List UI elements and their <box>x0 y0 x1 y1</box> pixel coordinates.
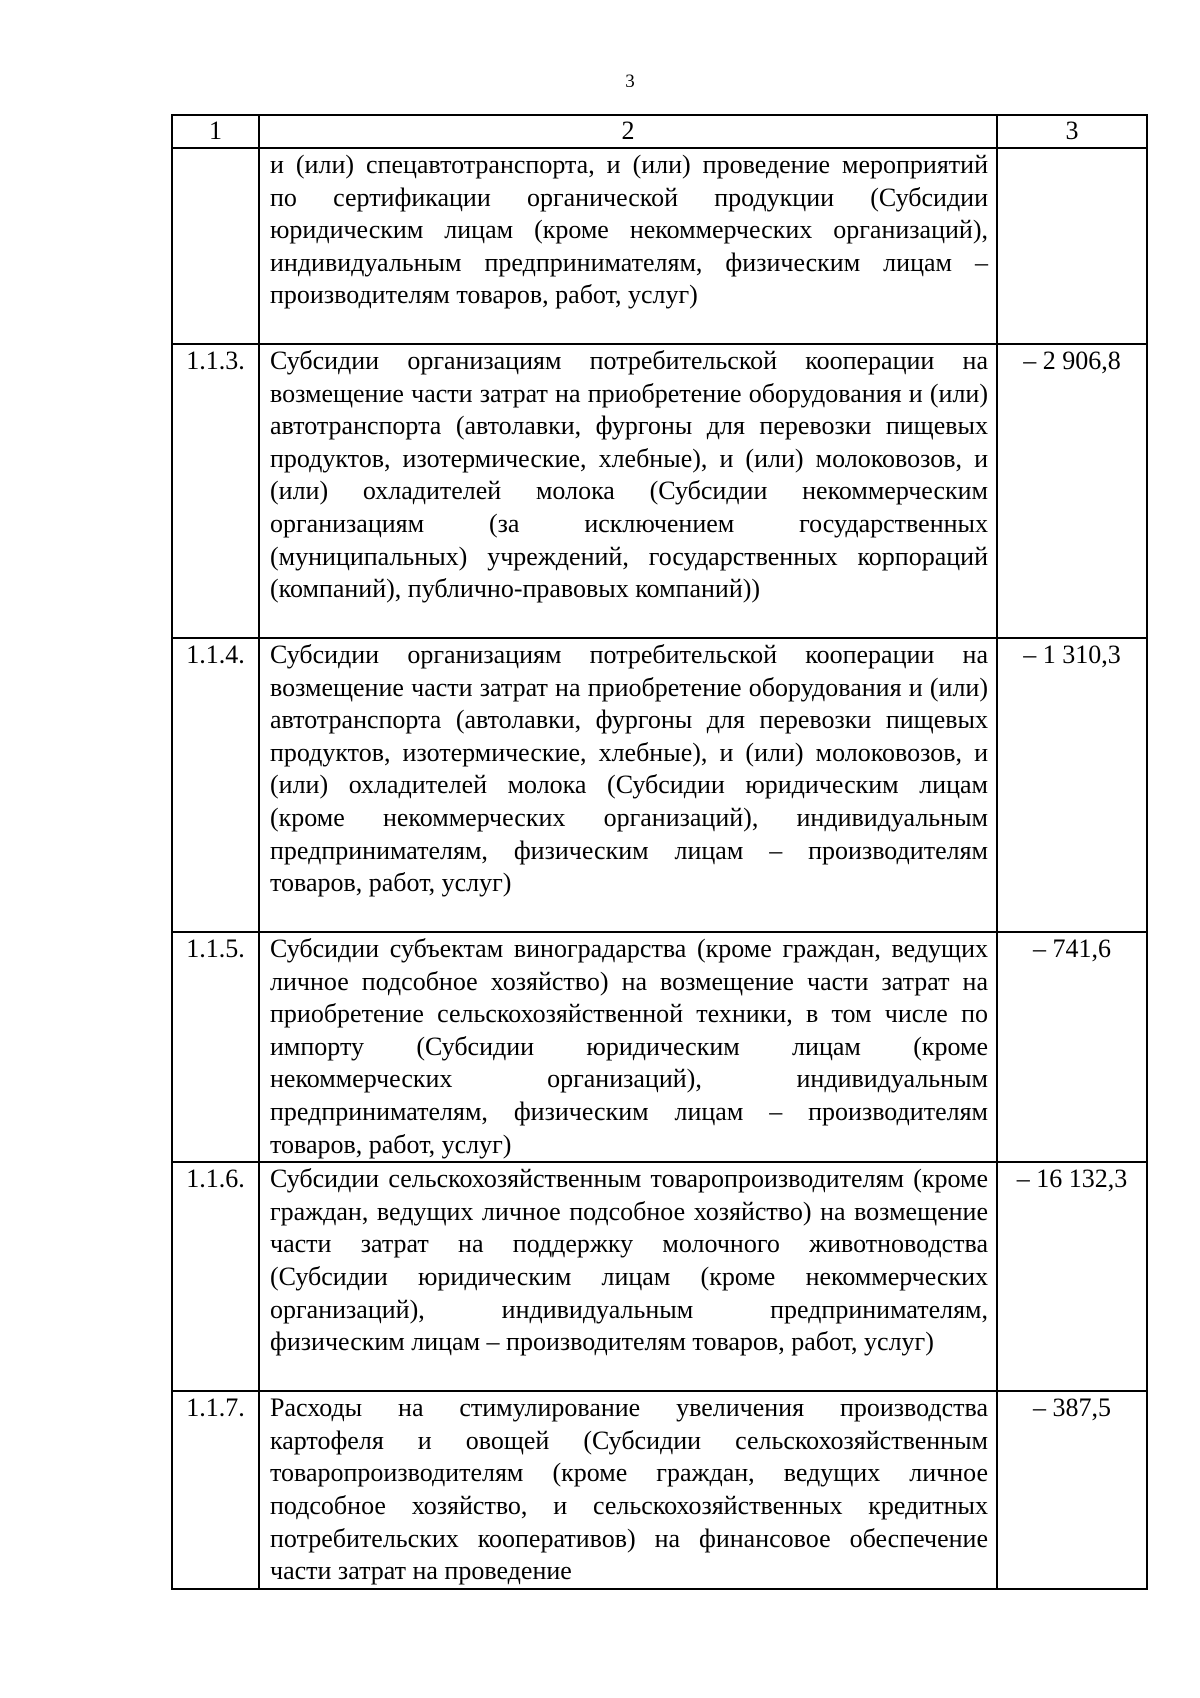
row-description: Субсидии субъектам виноградарства (кроме граждан, ведущих личное подсобное хозяйство) на возмещение части затрат на приобретение сельскохозяйственной техники, в том числе по импорту (Субсидии юридическим лицам (кроме некоммерческих организаций), индивидуальным предпринимателям, физическим лицам – производителям товаров, работ, услуг) <box>259 932 997 1162</box>
row-amount: – 2 906,8 <box>997 344 1147 638</box>
table-row <box>172 148 1147 344</box>
row-amount: – 387,5 <box>997 1391 1147 1589</box>
budget-table <box>171 114 1148 1590</box>
table-row <box>172 1162 1147 1391</box>
row-number: 1.1.3. <box>172 344 259 638</box>
table-row <box>172 932 1147 1162</box>
row-amount: – 16 132,3 <box>997 1162 1147 1391</box>
table-header-row <box>172 115 1147 148</box>
row-amount: – 1 310,3 <box>997 638 1147 932</box>
table-row <box>172 344 1147 638</box>
row-number: 1.1.7. <box>172 1391 259 1589</box>
page-number: 3 <box>625 71 635 92</box>
row-description: Субсидии сельскохозяйственным товаропроизводителям (кроме граждан, ведущих личное подсобное хозяйство) на возмещение части затрат на поддержку молочного животноводства (Субсидии юридическим лицам (кроме некоммерческих организаций), индивидуальным предпринимателям, физическим лицам – производителям товаров, работ, услуг) <box>259 1162 997 1391</box>
row-description: Расходы на стимулирование увеличения производства картофеля и овощей (Субсидии сельскохозяйственным товаропроизводителям (кроме граждан, ведущих личное подсобное хозяйство, и сельскохозяйственных кредитных потребительских кооперативов) на финансовое обеспечение части затрат на проведение <box>259 1391 997 1589</box>
column-number-header-3: 3 <box>997 115 1147 148</box>
table-row <box>172 1391 1147 1589</box>
table-row <box>172 638 1147 932</box>
row-number: 1.1.6. <box>172 1162 259 1391</box>
row-amount: – 741,6 <box>997 932 1147 1162</box>
row-amount <box>997 148 1147 344</box>
column-number-header-2: 2 <box>259 115 997 148</box>
row-number: 1.1.5. <box>172 932 259 1162</box>
column-number-header-1: 1 <box>172 115 259 148</box>
row-description: и (или) спецавтотранспорта, и (или) проведение мероприятий по сертификации органической продукции (Субсидии юридическим лицам (кроме некоммерческих организаций), индивидуальным предпринимателям, физическим лицам – производителям товаров, работ, услуг) <box>259 148 997 344</box>
row-number <box>172 148 259 344</box>
row-description: Субсидии организациям потребительской кооперации на возмещение части затрат на приобретение оборудования и (или) автотранспорта (автолавки, фургоны для перевозки пищевых продуктов, изотермические, хлебные), и (или) молоковозов, и (или) охладителей молока (Субсидии некоммерческим организациям (за исключением государственных (муниципальных) учреждений, государственных корпораций (компаний), публично-правовых компаний)) <box>259 344 997 638</box>
row-description: Субсидии организациям потребительской кооперации на возмещение части затрат на приобретение оборудования и (или) автотранспорта (автолавки, фургоны для перевозки пищевых продуктов, изотермические, хлебные), и (или) молоковозов, и (или) охладителей молока (Субсидии юридическим лицам (кроме некоммерческих организаций), индивидуальным предпринимателям, физическим лицам – производителям товаров, работ, услуг) <box>259 638 997 932</box>
row-number: 1.1.4. <box>172 638 259 932</box>
